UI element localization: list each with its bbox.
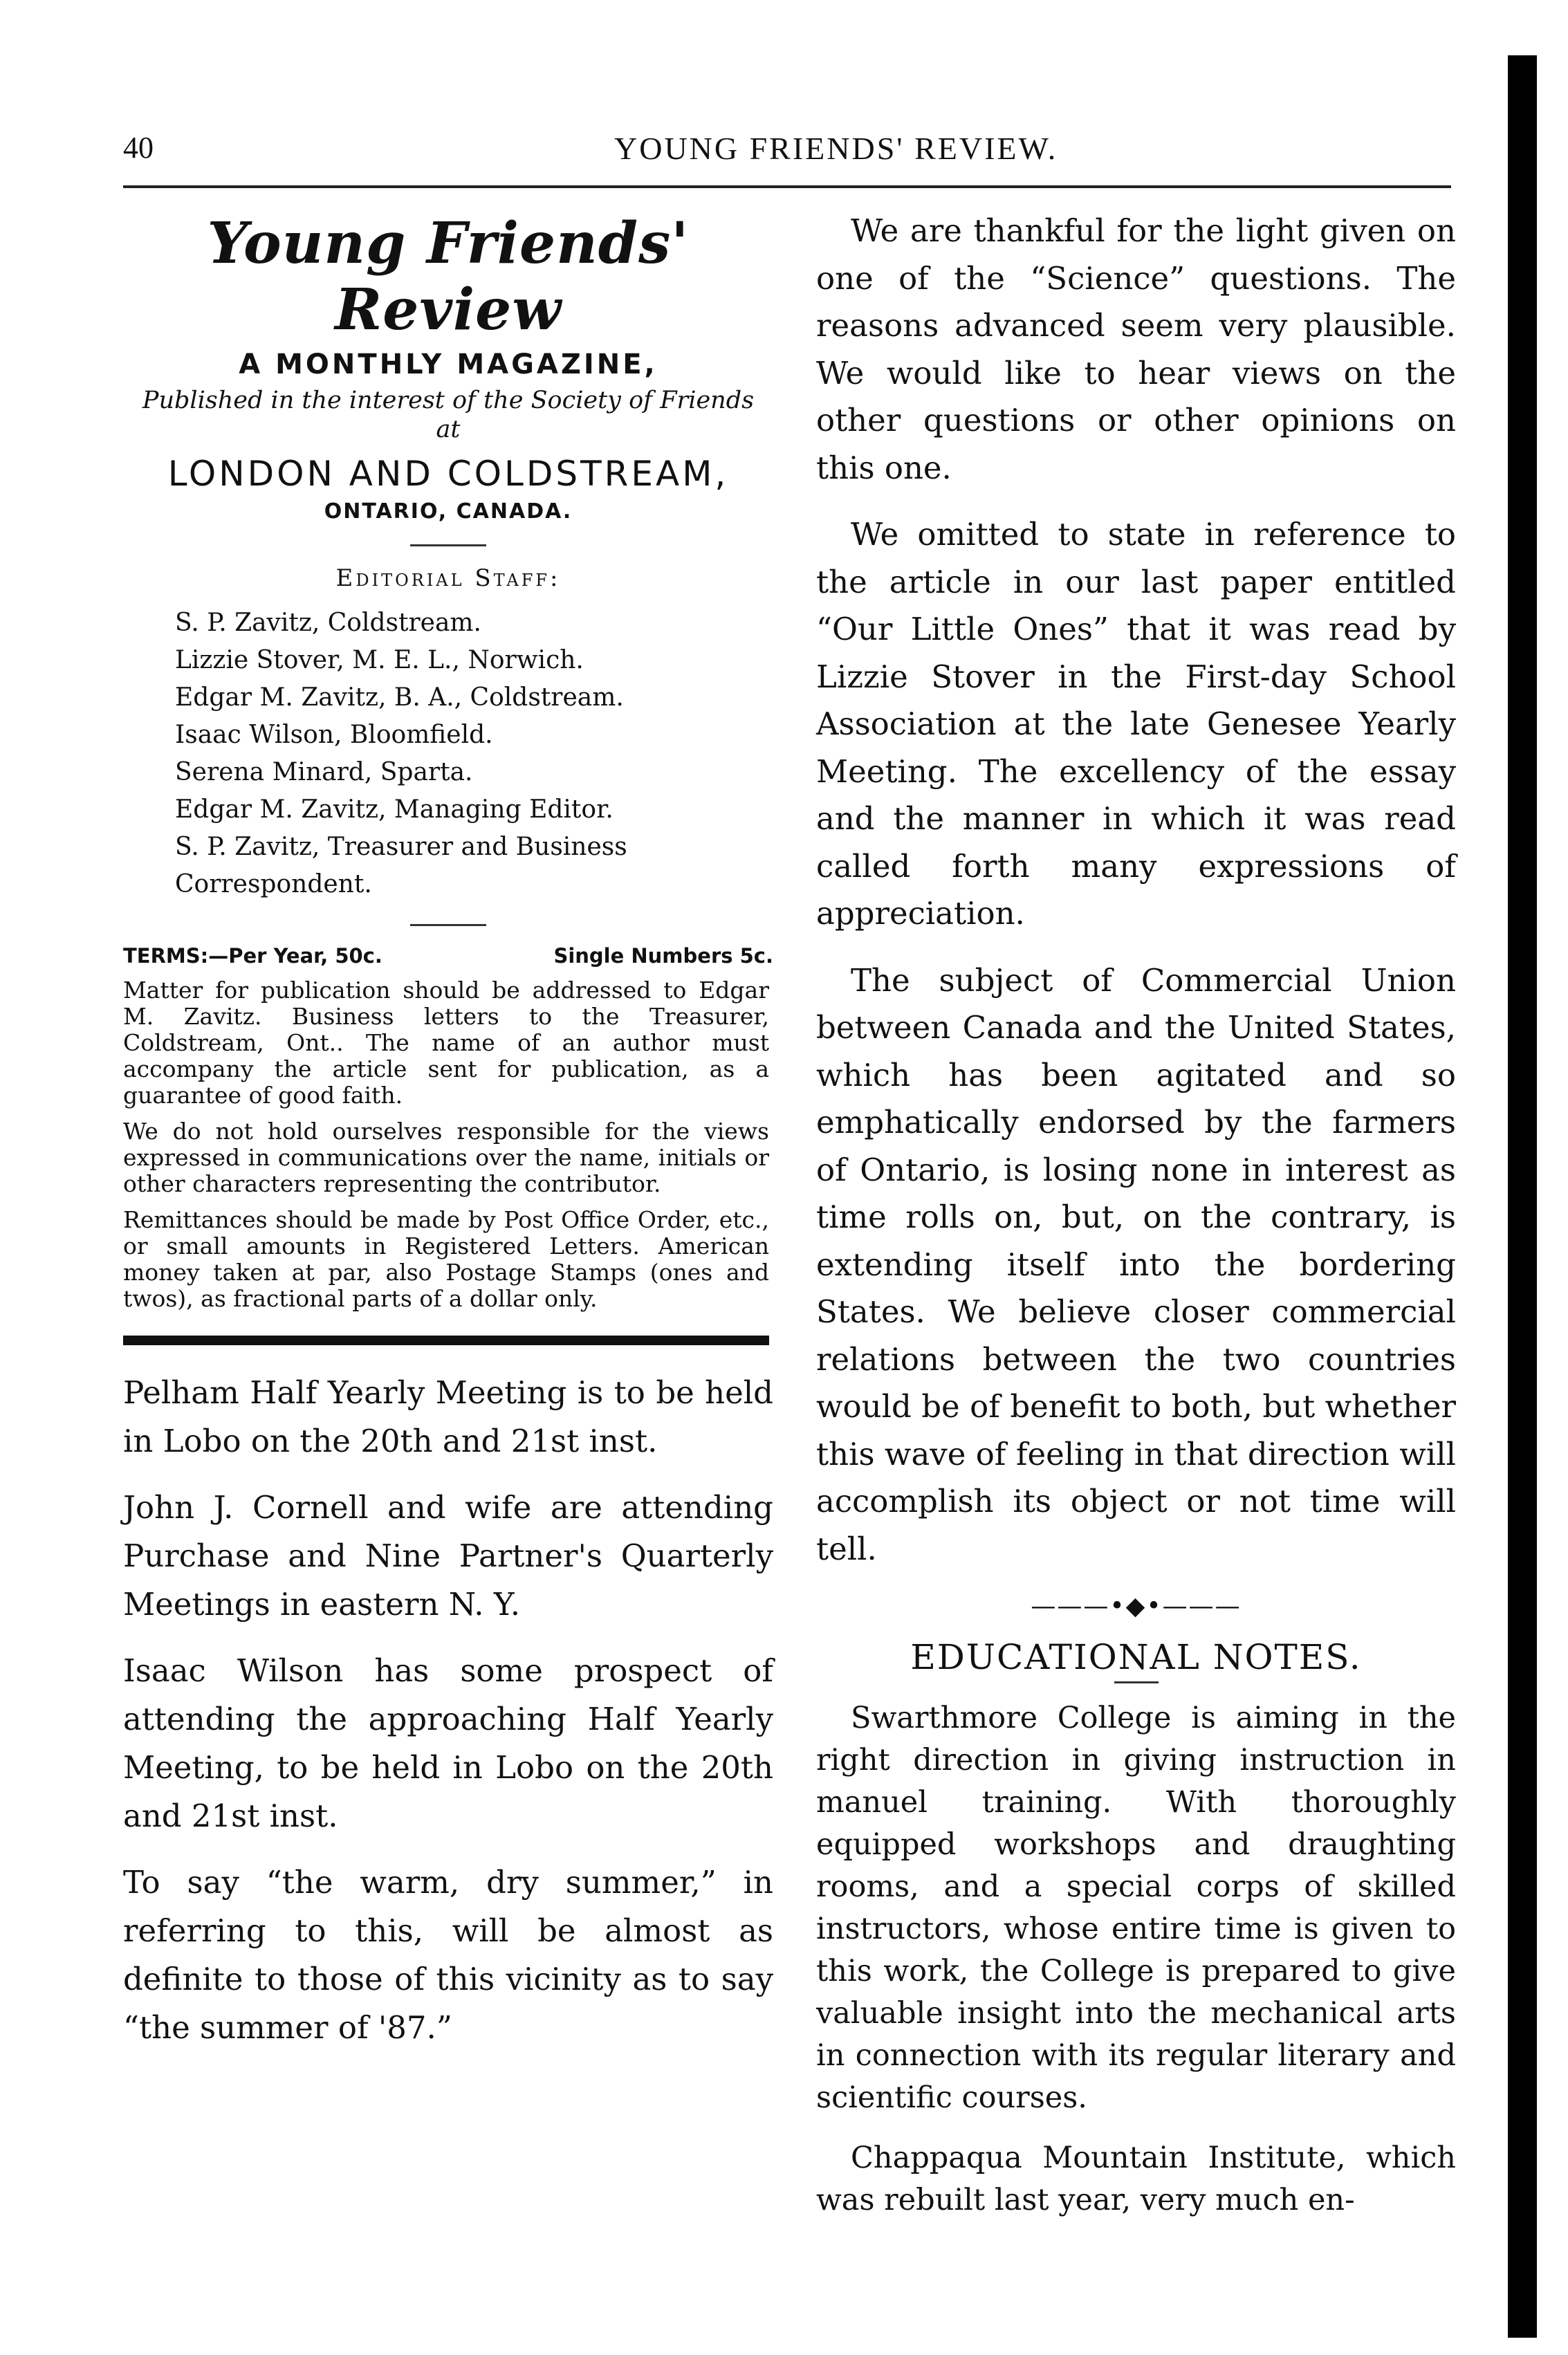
heavy-rule xyxy=(123,1336,769,1345)
educational-paragraph: Chappaqua Mountain Institute, which was rebuilt last year, very much en- xyxy=(816,2141,1456,2217)
staff-member: Edgar M. Zavitz, Managing Editor. xyxy=(175,795,614,824)
ornament-divider: ———•◆•——— xyxy=(1031,1592,1242,1620)
editorial-paragraph: We are thankful for the light given on one of the “Science” questions. The reasons advanced seem very plausible. We would like to hear views on the other questions or other opinions on this one. xyxy=(816,212,1456,486)
section-title: EDUCATIONAL NOTES. xyxy=(910,1637,1362,1677)
running-head xyxy=(123,130,1451,178)
staff-heading: Editorial Staff: xyxy=(335,564,561,592)
right-column xyxy=(816,207,1456,2239)
news-paragraph: Isaac Wilson has some prospect of attending the approaching Half Yearly Meeting, to be held in Lobo on the 20th and 21st inst. xyxy=(123,1652,773,1834)
staff-member: S. P. Zavitz, Coldstream. xyxy=(175,609,482,637)
news-paragraph: Pelham Half Yearly Meeting is to be held in Lobo on the 20th and 21st inst. xyxy=(123,1374,773,1459)
divider xyxy=(1114,1681,1159,1683)
place-line: LONDON AND COLDSTREAM, xyxy=(167,454,729,494)
scan-edge-bar xyxy=(1508,55,1537,2338)
divider xyxy=(410,544,486,546)
educational-paragraph: Swarthmore College is aiming in the right direction in giving instruction in manuel training. With thoroughly equipped workshops and draughting rooms, and a special corps of skilled instructors, whose entire time is given to this work, the College is prepared to give valuable insight into the mechanical arts in connection with its regular literary and scientific courses. xyxy=(816,1701,1456,2115)
news-paragraph: To say “the warm, dry summer,” in referring to this, will be almost as definite to those of this vicinity as to say “the summer of '87.” xyxy=(123,1864,773,2046)
terms-line xyxy=(123,944,773,968)
notice-paragraph: Remittances should be made by Post Office Order, etc., or small amounts in Registered Letters. American money taken at par, also Postage Stamps (ones and twos), as fractional parts of a dollar only. xyxy=(123,1206,769,1312)
running-title: YOUNG FRIENDS' REVIEW. xyxy=(614,131,1058,166)
staff-member: Lizzie Stover, M. E. L., Norwich. xyxy=(175,646,584,674)
notice-paragraph: We do not hold ourselves responsible for the views expressed in communications over the name, initials or other characters representing the contributor. xyxy=(123,1118,769,1197)
left-column xyxy=(123,207,773,2070)
news-paragraph: John J. Cornell and wife are attending Purchase and Nine Partner's Quarterly Meetings in eastern N. Y. xyxy=(123,1489,773,1623)
staff-member: Edgar M. Zavitz, B. A., Coldstream. xyxy=(175,683,624,712)
country-line: ONTARIO, CANADA. xyxy=(324,499,573,524)
editorial-paragraph: We omitted to state in reference to the article in our last paper entitled “Our Little Ones” that it was read by Lizzie Stover in the First-day School Association at the late Genesee Yearly Meeting. The excellency of the essay and the manner in which it was read called forth many expressions of appreciation. xyxy=(816,516,1456,932)
notice-paragraph: Matter for publication should be addressed to Edgar M. Zavitz. Business letters to the Treasurer, Coldstream, Ont.. The name of an author must accompany the article sent for publication, as a guarantee of good faith. xyxy=(123,977,769,1109)
staff-member: Isaac Wilson, Bloomfield. xyxy=(175,721,493,749)
page-number: 40 xyxy=(123,131,154,165)
published-line: Published in the interest of the Society of Friends at xyxy=(142,387,755,443)
staff-list xyxy=(123,604,773,903)
terms-single: Single Numbers 5c. xyxy=(553,944,773,968)
masthead-title: Young Friends' Review xyxy=(207,210,690,343)
masthead-subtitle: A MONTHLY MAGAZINE, xyxy=(239,349,658,380)
divider xyxy=(410,924,486,926)
terms-per-year: TERMS:—Per Year, 50c. xyxy=(123,944,382,968)
header-rule xyxy=(123,185,1451,188)
editorial-paragraph: The subject of Commercial Union between Canada and the United States, which has been agitated and so emphatically endorsed by the farmers of Ontario, is losing none in interest as time rolls on, but, on the contrary, is extending itself into the bordering States. We believe closer commercial relations between the two countries would be of benefit to both, but whether this wave of feeling in that direction will accomplish its object or not time will tell. xyxy=(816,961,1456,1567)
staff-member: S. P. Zavitz, Treasurer and Business Correspondent. xyxy=(175,833,627,898)
staff-member: Serena Minard, Sparta. xyxy=(175,758,473,786)
